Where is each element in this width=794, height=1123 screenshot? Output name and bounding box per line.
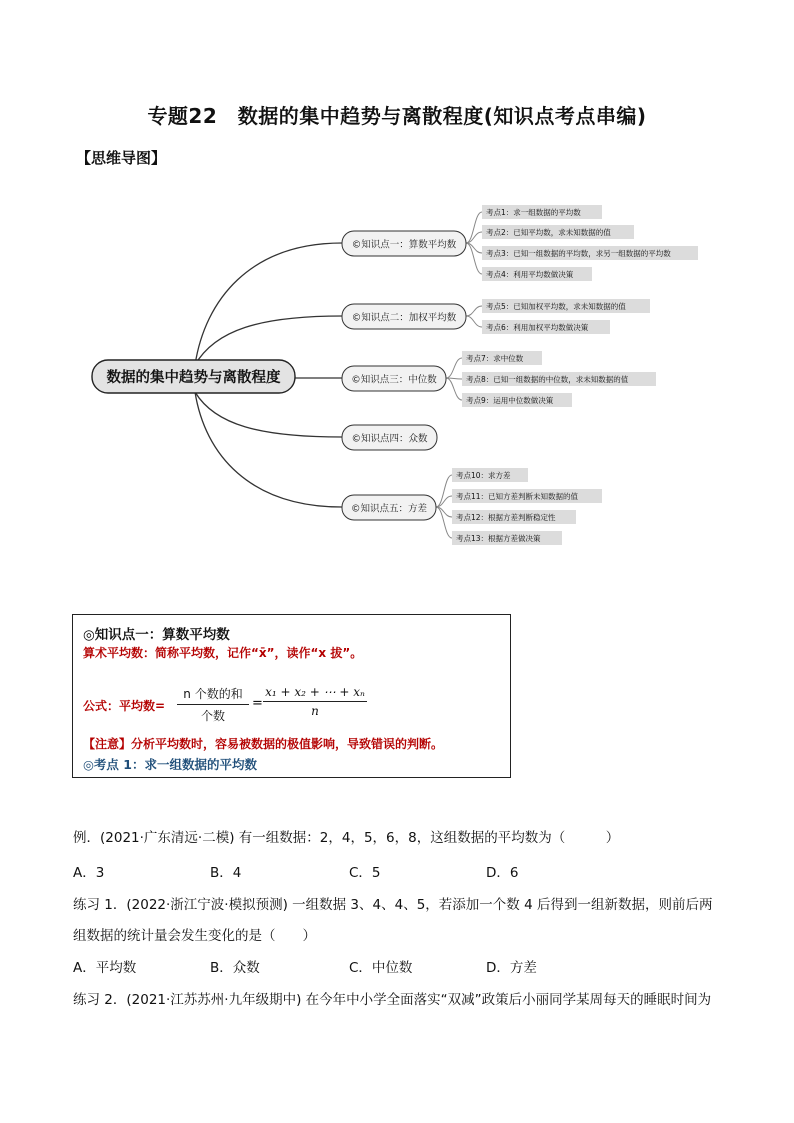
leaf-kaodian-1 — [482, 205, 602, 219]
svg-text:考点5：已知加权平均数，求未知数据的值: 考点5：已知加权平均数，求未知数据的值 — [486, 302, 626, 311]
svg-text:考点8：已知一组数据的中位数，求未知数据的值: 考点8：已知一组数据的中位数，求未知数据的值 — [466, 375, 629, 384]
svg-text:考点9：运用中位数做决策: 考点9：运用中位数做决策 — [466, 396, 554, 405]
svg-text:考点2：已知平均数，求未知数据的值: 考点2：已知平均数，求未知数据的值 — [486, 228, 611, 237]
example-question: 例．(2021·广东清远·二模) 有一组数据：2，4，5，6，8，这组数据的平均数为（ ） — [73, 830, 620, 846]
leaf-kaodian-13 — [452, 531, 562, 545]
example-option-d: D．6 — [486, 865, 519, 881]
mindmap-branch-2 — [342, 304, 466, 329]
fraction-sum: x₁ + x₂ + ⋯ + xₙ — [263, 685, 367, 702]
svg-text:考点7：求中位数: 考点7：求中位数 — [466, 354, 524, 363]
fraction-n: n — [311, 704, 319, 718]
fraction-numerator: n 个数的和 — [177, 685, 249, 705]
connector-branch-5 — [195, 392, 342, 507]
leaf-kaodian-9 — [462, 393, 572, 407]
svg-text:考点12：根据方差判断稳定性: 考点12：根据方差判断稳定性 — [456, 513, 556, 522]
leaf-kaodian-4 — [482, 267, 592, 281]
leaf-kaodian-11 — [452, 489, 602, 503]
svg-text:©知识点三：中位数: ©知识点三：中位数 — [351, 374, 437, 386]
leaf-kaodian-8 — [462, 372, 656, 386]
leaf-kaodian-3 — [482, 246, 698, 260]
exercise1-option-a: A．平均数 — [73, 960, 137, 976]
svg-text:考点6：利用加权平均数做决策: 考点6：利用加权平均数做决策 — [486, 323, 589, 332]
exercise2-question-line1: 练习 2．(2021·江苏苏州·九年级期中) 在今年中小学全面落实“双减”政策后小丽同学某周每天的睡眠时间为 — [73, 992, 712, 1008]
knowledge-point-heading: ◎知识点一：算数平均数 — [83, 627, 230, 643]
svg-text:©知识点五：方差: ©知识点五：方差 — [350, 503, 428, 515]
exercise1-option-b: B．众数 — [210, 960, 260, 976]
formula-label: 公式：平均数= — [83, 699, 166, 713]
leaf-kaodian-5 — [482, 299, 650, 313]
exercise1-question-line1: 练习 1．(2022·浙江宁波·模拟预测) 一组数据 3、4、4、5，若添加一个数 4 后得到一组新数据，则前后两 — [73, 897, 713, 913]
leaf-kaodian-6 — [482, 320, 610, 334]
mindmap-branch-4 — [342, 425, 437, 450]
equals-sign: = — [252, 696, 263, 711]
svg-text:©知识点四：众数: ©知识点四：众数 — [351, 433, 428, 445]
svg-text:考点10：求方差: 考点10：求方差 — [456, 471, 511, 480]
leaf-kaodian-12 — [452, 510, 576, 524]
exercise1-option-d: D．方差 — [486, 960, 537, 976]
connector-branch-2 — [195, 316, 342, 365]
fraction-denominator: 个数 — [200, 709, 225, 723]
mindmap-branch-3 — [342, 366, 446, 391]
mindmap-section-label: 【思维导图】 — [76, 149, 167, 167]
exercise1-option-c: C．中位数 — [349, 960, 413, 976]
leaf-kaodian-2 — [482, 225, 634, 239]
mindmap-leaves — [452, 205, 698, 545]
knowledge-point-box — [72, 614, 511, 778]
connector-branch-4 — [195, 392, 342, 437]
definition-text: 算术平均数：简称平均数，记作“x̄”，读作“x 拔”。 — [83, 646, 363, 660]
svg-text:©知识点一：算数平均数: ©知识点一：算数平均数 — [351, 239, 457, 251]
mindmap-branch-1 — [342, 231, 466, 256]
svg-text:考点3：已知一组数据的平均数，求另一组数据的平均数: 考点3：已知一组数据的平均数，求另一组数据的平均数 — [486, 249, 671, 258]
svg-text:考点11：已知方差判断未知数据的值: 考点11：已知方差判断未知数据的值 — [456, 492, 579, 501]
example-option-b: B．4 — [210, 865, 242, 881]
example-option-c: C．5 — [349, 865, 381, 881]
svg-text:考点1：求一组数据的平均数: 考点1：求一组数据的平均数 — [486, 208, 581, 217]
caution-note: 【注意】分析平均数时，容易被数据的极值影响，导致错误的判断。 — [83, 737, 444, 751]
kaodian-heading: ◎考点 1：求一组数据的平均数 — [83, 757, 257, 772]
connector-branch-1 — [195, 243, 342, 365]
example-option-a: A．3 — [73, 865, 105, 881]
formula-fraction-words — [177, 685, 249, 724]
svg-text:考点13：根据方差做决策: 考点13：根据方差做决策 — [456, 534, 541, 543]
exercise1-question-line2: 组数据的统计量会发生变化的是（ ） — [73, 928, 316, 944]
mindmap-root-label: 数据的集中趋势与离散程度 — [106, 370, 281, 386]
svg-text:©知识点二：加权平均数: ©知识点二：加权平均数 — [351, 312, 457, 324]
leaf-kaodian-7 — [462, 351, 542, 365]
svg-text:考点4：利用平均数做决策: 考点4：利用平均数做决策 — [486, 270, 574, 279]
page-title: 专题22 数据的集中趋势与离散程度(知识点考点串编) — [147, 104, 647, 128]
mindmap-branch-5 — [342, 495, 436, 520]
formula-fraction-symbols — [263, 685, 367, 718]
mindmap-root — [92, 360, 295, 393]
leaf-kaodian-10 — [452, 468, 528, 482]
